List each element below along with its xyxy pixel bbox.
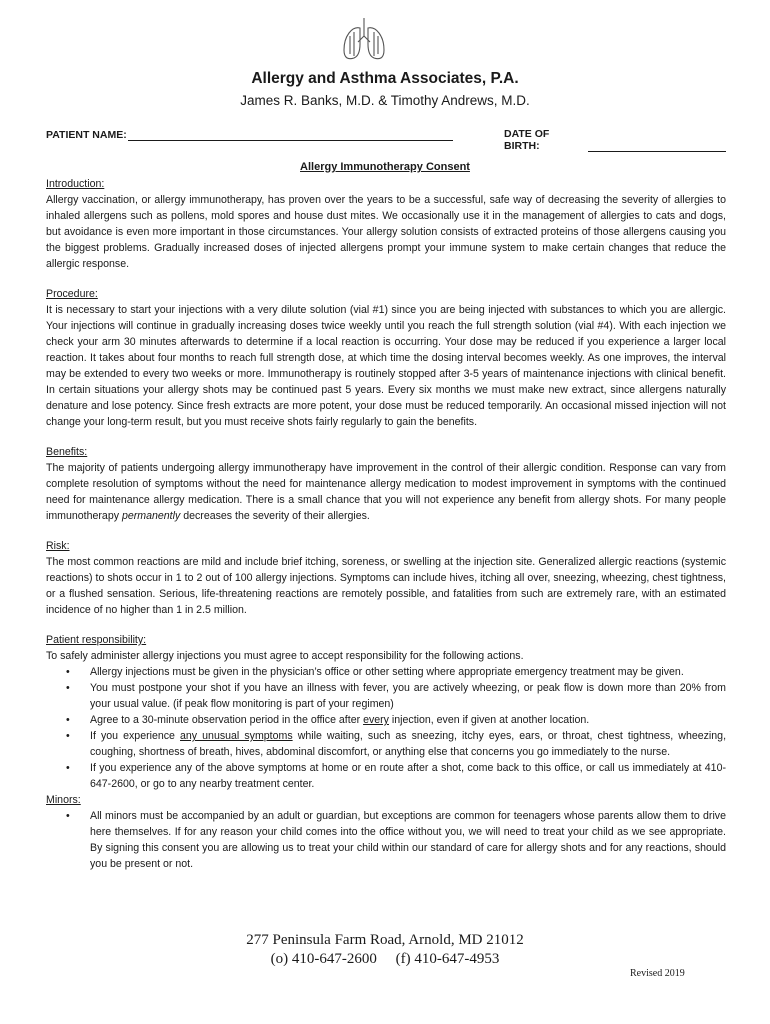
benefits-text: The majority of patients undergoing allergy immunotherapy have improvement in the control of their allergic condition. Response can vary from complete resolution of symptoms without the need for maintenance allergy medication to modest improvement in symptoms with the continued need for maintenance allergy medication. There is a small chance that you will not experience any benefit from allergy shots. For many people immunotherapy permanently decreases the severity of their allergies. bbox=[46, 462, 726, 522]
procedure-heading: Procedure: bbox=[46, 288, 98, 300]
document-title: Allergy Immunotherapy Consent bbox=[300, 161, 470, 173]
list-item: • If you experience any of the above symptoms at home or en route after a shot, come back to this office, or call us immediately at 410-647-2600, or go to any nearby treatment center. bbox=[66, 762, 726, 790]
footer-address: 277 Peninsula Farm Road, Arnold, MD 21012 bbox=[246, 932, 524, 948]
list-item: • All minors must be accompanied by an adult or guardian, but exceptions are common for teenagers whose parents allow them to drive here themselves. If for any reason your child comes into the office without you, we will need to treat your child as we see appropriate. By signing this consent you are allowing us to treat your child within our standard of care for allergy shots and for any reactions, should you be present or not. bbox=[66, 810, 726, 870]
patient-name-field[interactable] bbox=[46, 128, 453, 141]
responsibility-heading: Patient responsibility: bbox=[46, 634, 147, 646]
organization-name: Allergy and Asthma Associates, P.A. bbox=[251, 70, 519, 87]
benefits-section bbox=[46, 444, 726, 524]
revised-note: Revised 2019 bbox=[630, 968, 685, 979]
responsibility-list bbox=[46, 664, 726, 792]
footer-phones: (o) 410-647-2600 (f) 410-647-4953 bbox=[270, 951, 500, 967]
risk-section bbox=[46, 538, 726, 618]
introduction-section bbox=[46, 176, 726, 272]
minors-section bbox=[46, 792, 726, 872]
patient-info-fields bbox=[46, 128, 726, 152]
lungs-icon bbox=[338, 14, 390, 66]
patient-name-line[interactable] bbox=[128, 128, 453, 141]
procedure-section bbox=[46, 286, 726, 430]
benefits-heading: Benefits: bbox=[46, 446, 88, 458]
minors-heading: Minors: bbox=[46, 794, 81, 806]
introduction-text: Allergy vaccination, or allergy immunotherapy, has proven over the years to be a successful, safe way of decreasing the severity of allergies to inhaled allergens such as pollens, mold spores and house dust mites. We occasionally use it in the management of allergies to cats and dogs, but avoidance is even more important in those circumstances. Your allergy solution consists of extracted proteins of those allergens causing you the biggest problems. Gradually increased doses of injected allergens prompt your immune system to make certain changes that reduce the allergic response. bbox=[46, 194, 726, 270]
risk-text: The most common reactions are mild and include brief itching, soreness, or swelling at the injection site. Generalized allergic reactions (systemic reactions) to shots occur in 1 to 2 out of 100 allergy injections. Symptoms can include hives, itching all over, sneezing, wheezing, chest tightness, or a flushed sensation. Serious, life-threatening reactions are remotely possible, and fatalities from such are extremely rare, with an estimated incidence of no higher than 1 in 2.5 million. bbox=[46, 556, 726, 616]
list-item: • You must postpone your shot if you have an illness with fever, you are actively wheezing, or peak flow is down more than 20% from your usual value. (if peak flow monitoring is part of your regimen) bbox=[66, 682, 726, 710]
dob-field[interactable] bbox=[504, 128, 726, 152]
procedure-text: It is necessary to start your injections with a very dilute solution (vial #1) since you are being injected with substances to which you are allergic. Your injections will continue in gradually increasing doses twice weekly until you reach the full strength solution (vial #4). With each injection we check your arm 30 minutes afterwards to determine if a local reaction is occurring. Your dose may be reduced if you experience a larger local reaction. It takes about four months to reach full strength dose, at which time the dosing interval becomes weekly. As one improves, the interval may be extended to every two weeks or more. Immunotherapy is routinely stopped after 3-5 years of maintenance injections with clinical benefit. In certain situations your allergy shots may be continued past 5 years. Every six months we must make new extract, since allergens naturally denature and lose potency. Since fresh extracts are more potent, your dose must be reduced temporarily. An occasional missed injection will not change your long-term result, but you must receive shots fairly regularly to gain the benefits. bbox=[46, 304, 726, 428]
dob-line[interactable] bbox=[588, 139, 726, 152]
risk-heading: Risk: bbox=[46, 540, 70, 552]
list-item: • Allergy injections must be given in the physician’s office or other setting where appropriate emergency treatment may be given. bbox=[66, 666, 684, 678]
document-body bbox=[46, 176, 726, 872]
list-item: • Agree to a 30-minute observation period in the office after every injection, even if given at another location. bbox=[66, 714, 590, 726]
responsibility-intro: To safely administer allergy injections you must agree to accept responsibility for the following actions. bbox=[46, 650, 524, 662]
doctor-names: James R. Banks, M.D. & Timothy Andrews, M.D. bbox=[240, 93, 530, 108]
responsibility-section bbox=[46, 632, 726, 792]
list-item: • If you experience any unusual symptoms while waiting, such as sneezing, itchy eyes, ears, or throat, chest tightness, wheezing, coughing, shortness of breath, hives, abdominal discomfort, or anything else that concerns you go immediately to the nurse. bbox=[66, 730, 727, 758]
dob-label: DATE OF BIRTH: bbox=[504, 128, 550, 152]
patient-name-label: PATIENT NAME: bbox=[46, 129, 127, 141]
introduction-heading: Introduction: bbox=[46, 178, 105, 190]
emphasis-permanently: permanently bbox=[121, 510, 181, 522]
minors-list bbox=[46, 808, 726, 872]
